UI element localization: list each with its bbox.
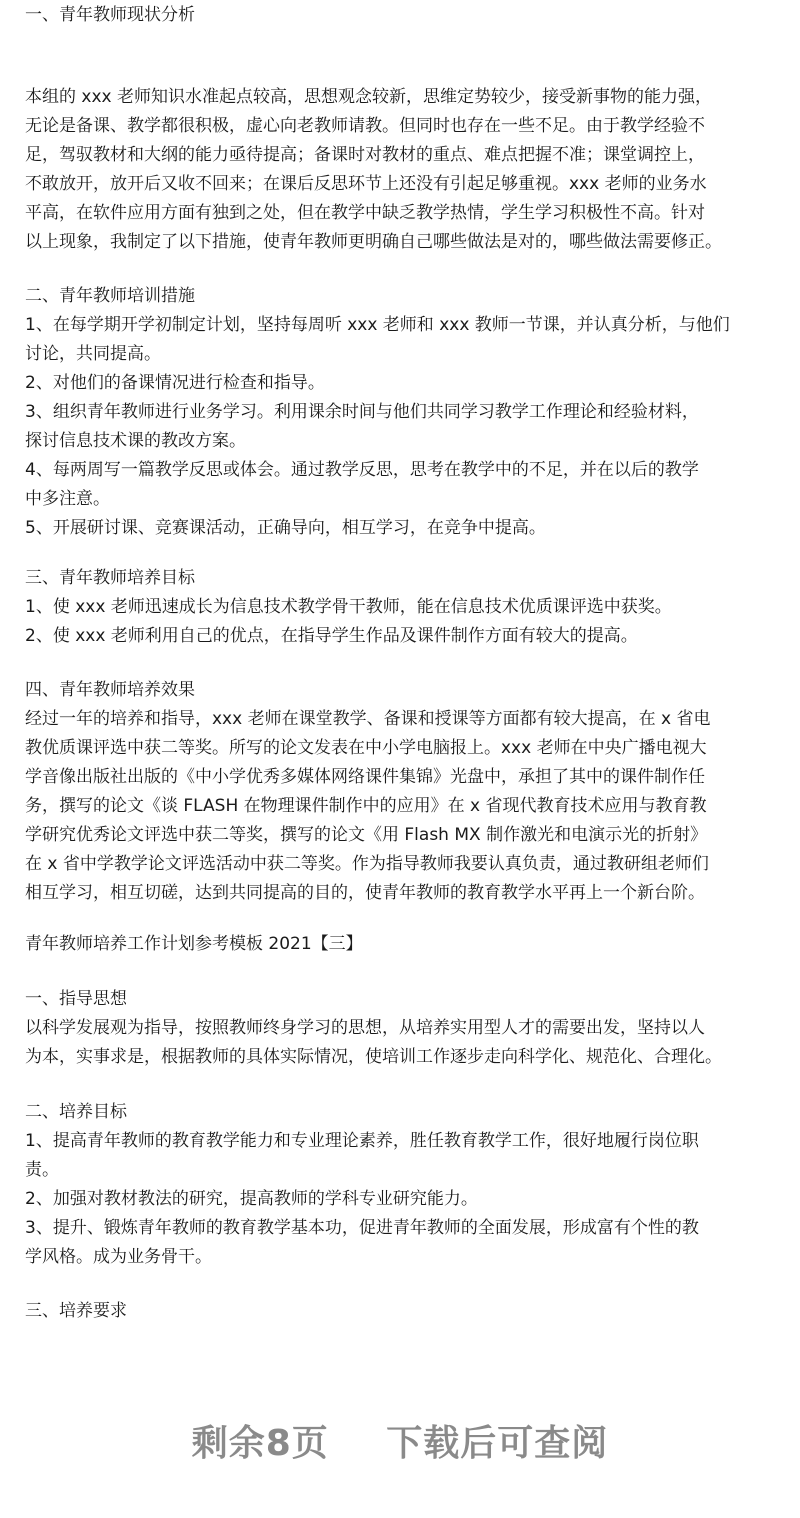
text-line: 平高，在软件应用方面有独到之处，但在教学中缺乏教学热情，学生学习积极性不高。针对 — [25, 203, 705, 223]
text-line: 本组的 xxx 老师知识水准起点较高，思想观念较新，思维定势较少，接受新事物的能力强， — [25, 87, 712, 107]
section-heading: 四、青年教师培养效果 — [25, 680, 195, 700]
remaining-pages-label: 剩余8页 — [191, 1423, 329, 1464]
download-prompt[interactable] — [0, 1415, 800, 1466]
text-line: 学风格。成为业务骨干。 — [25, 1247, 212, 1267]
text-line: 无论是备课、教学都很积极，虚心向老教师请教。但同时也存在一些不足。由于教学经验不 — [25, 116, 705, 136]
text-line: 2、使 xxx 老师利用自己的优点，在指导学生作品及课件制作方面有较大的提高。 — [25, 626, 638, 646]
text-line: 相互学习，相互切磋，达到共同提高的目的，使青年教师的教育教学水平再上一个新台阶。 — [25, 883, 705, 903]
section-heading: 三、培养要求 — [25, 1301, 127, 1321]
text-line: 1、使 xxx 老师迅速成长为信息技术教学骨干教师，能在信息技术优质课评选中获奖。 — [25, 597, 672, 617]
section-heading: 二、培养目标 — [25, 1102, 127, 1122]
section-heading: 一、青年教师现状分析 — [25, 5, 195, 25]
text-line: 学研究优秀论文评选中获二等奖，撰写的论文《用 Flash MX 制作激光和电演示光的折射》 — [25, 825, 708, 845]
text-line: 2、加强对教材教法的研究，提高教师的学科专业研究能力。 — [25, 1189, 478, 1209]
text-line: 学音像出版社出版的《中小学优秀多媒体网络课件集锦》光盘中，承担了其中的课件制作任 — [25, 767, 705, 787]
text-line: 1、在每学期开学初制定计划，坚持每周听 xxx 老师和 xxx 教师一节课，并认真分析，与他们 — [25, 315, 730, 335]
text-line: 2、对他们的备课情况进行检查和指导。 — [25, 373, 325, 393]
text-line: 3、组织青年教师进行业务学习。利用课余时间与他们共同学习教学工作理论和经验材料， — [25, 402, 699, 422]
text-line: 教优质课评选中获二等奖。所写的论文发表在中小学电脑报上。xxx 老师在中央广播电视大 — [25, 738, 707, 758]
text-line: 责。 — [25, 1160, 59, 1180]
text-line: 经过一年的培养和指导，xxx 老师在课堂教学、备课和授课等方面都有较大提高，在 x 省电 — [25, 709, 711, 729]
text-line: 在 x 省中学教学论文评选活动中获二等奖。作为指导教师我要认真负责，通过教研组老师们 — [25, 854, 709, 874]
text-line: 务，撰写的论文《谈 FLASH 在物理课件制作中的应用》在 x 省现代教育技术应用与教育教 — [25, 796, 707, 816]
text-line: 4、每两周写一篇教学反思或体会。通过教学反思，思考在教学中的不足，并在以后的教学 — [25, 460, 699, 480]
text-line: 3、提升、锻炼青年教师的教育教学基本功，促进青年教师的全面发展，形成富有个性的教 — [25, 1218, 699, 1238]
text-line: 不敢放开，放开后又收不回来；在课后反思环节上还没有引起足够重视。xxx 老师的业务水 — [25, 174, 707, 194]
download-to-view-label[interactable]: 下载后可查阅 — [386, 1423, 609, 1464]
text-line: 1、提高青年教师的教育教学能力和专业理论素养，胜任教育教学工作，很好地履行岗位职 — [25, 1131, 699, 1151]
text-line: 中多注意。 — [25, 489, 110, 509]
text-line: 足，驾驭教材和大纲的能力亟待提高；备课时对教材的重点、难点把握不准；课堂调控上， — [25, 145, 705, 165]
text-line: 5、开展研讨课、竞赛课活动，正确导向，相互学习，在竞争中提高。 — [25, 518, 546, 538]
text-line: 为本，实事求是，根据教师的具体实际情况，使培训工作逐步走向科学化、规范化、合理化。 — [25, 1047, 722, 1067]
text-line: 以科学发展观为指导，按照教师终身学习的思想，从培养实用型人才的需要出发，坚持以人 — [25, 1018, 705, 1038]
section-heading: 二、青年教师培训措施 — [25, 286, 195, 306]
section-heading: 三、青年教师培养目标 — [25, 568, 195, 588]
text-line: 以上现象，我制定了以下措施，使青年教师更明确自己哪些做法是对的，哪些做法需要修正。 — [25, 232, 722, 252]
text-line: 探讨信息技术课的教改方案。 — [25, 431, 246, 451]
section-heading: 一、指导思想 — [25, 989, 127, 1009]
section-heading: 青年教师培养工作计划参考模板 2021【三】 — [25, 934, 363, 954]
text-line: 讨论，共同提高。 — [25, 344, 161, 364]
